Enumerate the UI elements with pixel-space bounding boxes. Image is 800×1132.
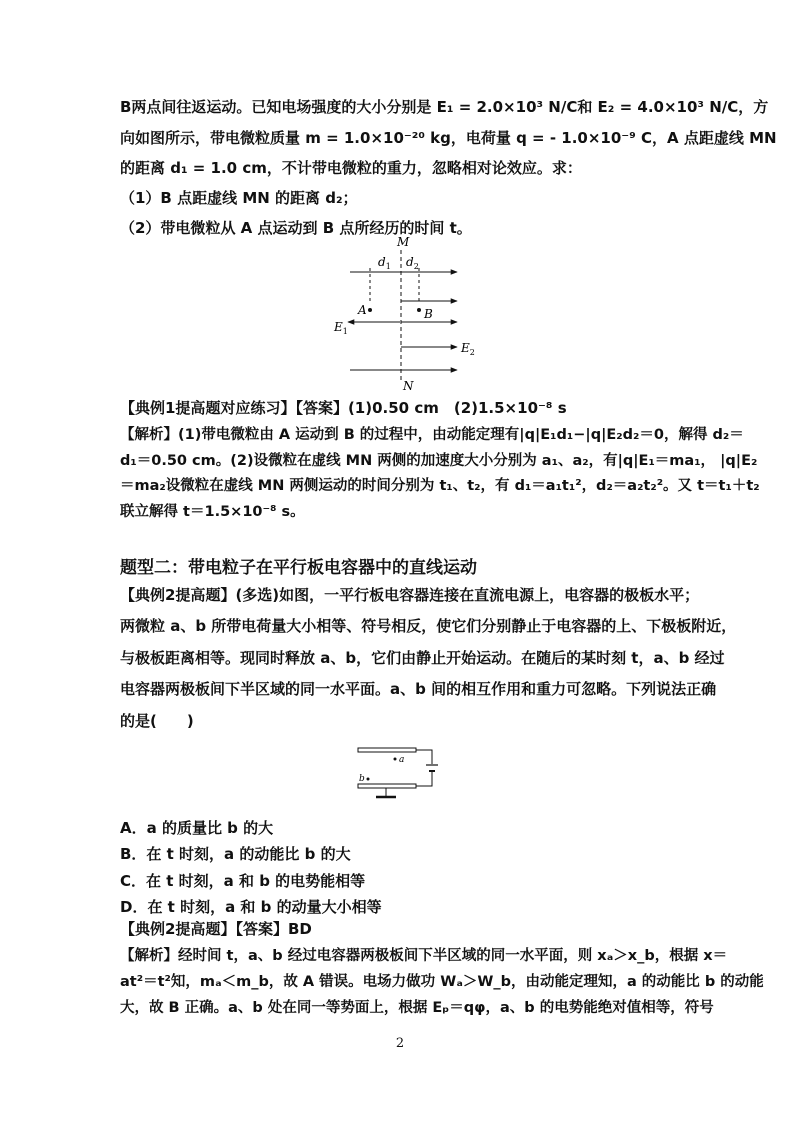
problem1-question-1: （1）B 点距虚线 MN 的距离 d₂；: [120, 189, 358, 207]
problem1-answer: 【典例1提高题对应练习】【答案】(1)0.50 cm (2)1.5×10⁻⁸ s: [120, 399, 567, 417]
option-a: A．a 的质量比 b 的大: [120, 819, 274, 837]
top-plate: [358, 748, 416, 752]
label-particle-a: a: [399, 755, 405, 765]
label-d2: $d_2$: [406, 255, 419, 271]
option-d: D．在 t 时刻，a 和 b 的动量大小相等: [120, 898, 382, 916]
problem1-explanation-2: d₁＝0.50 cm。(2)设微粒在虚线 MN 两侧的加速度大小分别为 a₁、a₂，有|q|E₁＝ma₁， |q|E₂: [120, 453, 758, 469]
problem1-line-2: 向如图所示，带电微粒质量 m = 1.0×10⁻²⁰ kg，电荷量 q = - 1.0×10⁻⁹ C，A 点距虚线 MN: [120, 129, 777, 147]
problem2-line-4: 电容器两极板间下半区域的同一水平面。a、b 间的相互作用和重力可忽略。下列说法正确: [120, 680, 717, 698]
label-d1: $d_1$: [378, 255, 391, 271]
problem1-question-2: （2）带电微粒从 A 点运动到 B 点所经历的时间 t。: [120, 219, 472, 237]
label-m: M: [397, 235, 410, 249]
problem1-explanation-3: ＝ma₂设微粒在虚线 MN 两侧运动的时间分别为 t₁、t₂，有 d₁＝a₁t₁²，d₂＝a₂t₂²。又 t＝t₁＋t₂: [120, 478, 760, 494]
wire-bottom: [416, 772, 432, 786]
label-a: A: [358, 303, 367, 317]
option-b: B．在 t 时刻，a 的动能比 b 的大: [120, 845, 351, 863]
problem2-line-1: 【典例2提高题】(多选)如图，一平行板电容器连接在直流电源上，电容器的极板水平；: [120, 586, 700, 604]
problem1-explanation-4: 联立解得 t＝1.5×10⁻⁸ s。: [120, 504, 305, 520]
problem2-explanation-1: 【解析】经时间 t，a、b 经过电容器两极板间下半区域的同一水平面，则 xₐ＞x_b，根据 x＝: [120, 948, 728, 964]
capacitor-diagram: [350, 738, 450, 808]
point-a-dot: [368, 308, 372, 312]
label-b: B: [424, 307, 433, 321]
bottom-plate: [358, 784, 416, 788]
problem1-line-1: B两点间往返运动。已知电场强度的大小分别是 E₁ = 2.0×10³ N/C和 E₂ = 4.0×10³ N/C，方: [120, 98, 769, 116]
particle-b: [367, 778, 370, 781]
label-particle-b: b: [359, 774, 365, 784]
problem2-explanation-3: 大，故 B 正确。a、b 处在同一等势面上，根据 Eₚ＝qφ，a、b 的电势能绝对值相等，符号: [120, 1000, 714, 1016]
problem2-line-2: 两微粒 a、b 所带电荷量大小相等、符号相反，使它们分别静止于电容器的上、下极板附近，: [120, 617, 737, 635]
wire-top: [416, 750, 432, 764]
particle-a: [394, 758, 397, 761]
problem1-line-3: 的距离 d₁ = 1.0 cm，不计带电微粒的重力，忽略相对论效应。求：: [120, 159, 582, 177]
field-diagram: [330, 232, 510, 392]
problem2-explanation-2: at²＝t²知，mₐ＜m_b，故 A 错误。电场力做功 Wₐ＞W_b，由动能定理知，a 的动能比 b 的动能: [120, 974, 764, 990]
section-title: 题型二：带电粒子在平行板电容器中的直线运动: [120, 558, 477, 578]
problem2-line-3: 与极板距离相等。现同时释放 a、b，它们由静止开始运动。在随后的某时刻 t，a、b 经过: [120, 649, 725, 667]
point-b-dot: [417, 308, 421, 312]
option-c: C．在 t 时刻，a 和 b 的电势能相等: [120, 872, 366, 890]
label-n: N: [403, 379, 414, 392]
problem2-answer: 【典例2提高题】【答案】BD: [120, 920, 312, 938]
label-e1: $E_1$: [334, 320, 348, 336]
page-number: 2: [395, 1036, 405, 1051]
label-e2: $E_2$: [461, 341, 475, 357]
problem1-explanation-1: 【解析】(1)带电微粒由 A 运动到 B 的过程中，由动能定理有|q|E₁d₁−|q|E₂d₂＝0，解得 d₂＝: [120, 427, 744, 443]
problem2-line-5: 的是( ): [120, 712, 194, 730]
